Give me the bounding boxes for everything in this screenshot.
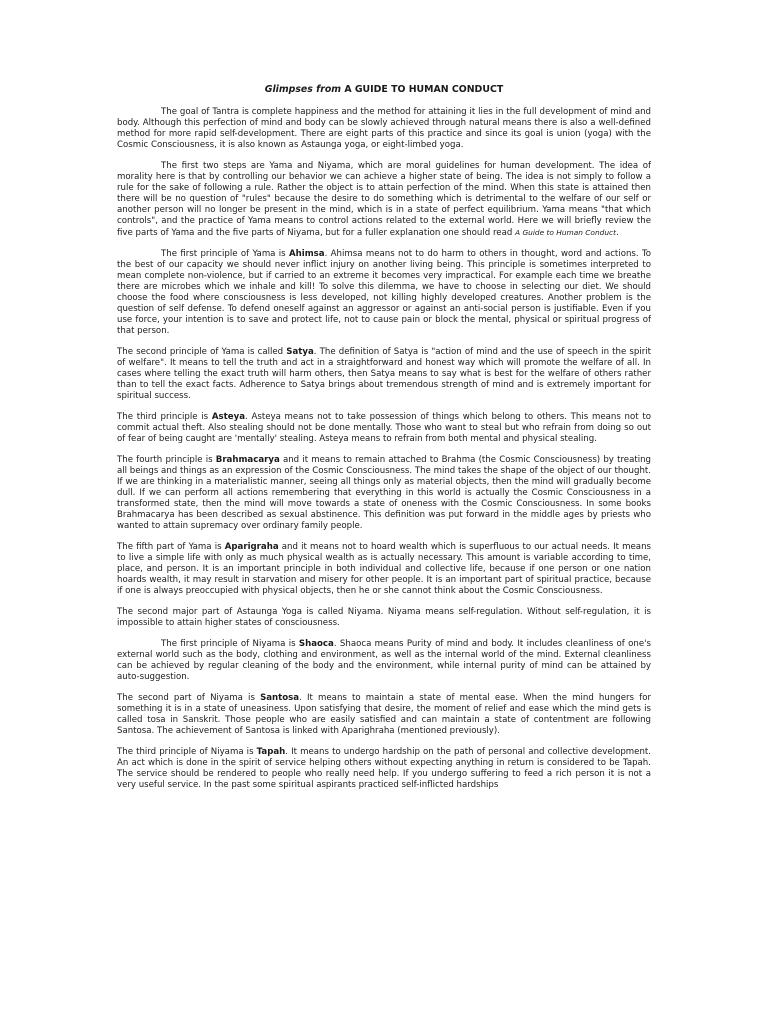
paragraph-text: The fourth principle is <box>117 455 216 465</box>
keyword-tapah: Tapah <box>256 747 286 757</box>
keyword-brahmacarya: Brahmacarya <box>215 455 280 465</box>
paragraph-text: and it means not to hoard wealth which is superfluous to our actual needs. It means to live a simple life with only as much physical wealth as is actually necessary. This amount is variable according to time, place, and person. It is an important principle in both individual and collective life, because if one person or one nation hoards wealth, it may result in starvation and misery for other people. It is an important part of spiritual practice, because if one is always preoccupied with physical objects, then he or she cannot think about the Cosmic Consciousness. <box>117 542 652 596</box>
paragraph-tapah <box>117 747 651 791</box>
document-title <box>117 84 651 95</box>
paragraph-text: The fifth part of Yama is <box>117 542 225 552</box>
paragraph-text: The second principle of Yama is called <box>117 347 287 357</box>
paragraph-text: The second part of Niyama is <box>117 693 261 703</box>
paragraph-text: The first two steps are Yama and Niyama, which are moral guidelines for human development. The idea of morality here is that by controlling our behavior we can achieve a higher state of being. The idea is not simply to follow a rule for the sake of following a rule. Rather the object is to attain perfection of the mind. When this state is attained then there will be no question of "rules" because the desire to do something which is detrimental to the welfare of our self or another person will no longer be present in the mind, which is in a state of perfect equilibrium. Yama means "that which controls", and the practice of Yama means to control actions related to the external world. Here we will briefly review the five parts of Yama and the five parts of Niyama, but for a fuller explanation one should read <box>117 161 651 238</box>
keyword-ahimsa: Ahimsa <box>289 249 325 259</box>
document-body <box>117 84 651 801</box>
paragraph-text: The first principle of Yama is <box>161 249 289 259</box>
paragraph-text: . Shaoca means Purity of mind and body. It includes cleanliness of one's external world such as the body, clothing and environment, as well as the internal world of the mind. External cleanliness can be achieved by regular cleaning of the body and the environment, while internal purity of mind can be attained by auto-suggestion. <box>117 639 651 682</box>
paragraph-text: . Asteya means not to take possession of things which belong to others. This means not to commit actual theft. Also stealing should not be done mentally. Those who want to steal but who refrain from doing so out of fear of being caught are 'mentally' stealing. Asteya means to refrain from both mental and physical stealing. <box>117 412 651 444</box>
paragraph-text: . It means to undergo hardship on the path of personal and collective development. An act which is done in the spirit of service helping others without expecting anything in return is considered to be Tapah. The service should be rendered to people who really need help. If you undergo suffering to feed a rich person it is not a very useful service. In the past some spiritual aspirants practiced self-inflicted hardships <box>117 747 651 790</box>
title-italic-part: Glimpses from <box>264 84 342 95</box>
paragraph-text: The third principle is <box>117 412 212 422</box>
paragraph-text: The second major part of Astaunga Yoga is called Niyama. Niyama means self-regulation. Without self-regulation, it is impossible to attain higher states of consciousness. <box>117 607 651 628</box>
keyword-shaoca: Shaoca <box>298 639 334 649</box>
paragraph-niyama-intro <box>117 607 651 629</box>
paragraph-tantra-goal <box>117 107 651 151</box>
paragraph-asteya <box>117 412 651 445</box>
keyword-santosa: Santosa <box>260 693 300 703</box>
keyword-satya: Satya <box>286 347 314 357</box>
paragraph-shaoca <box>117 639 651 683</box>
paragraph-text: . <box>615 228 619 238</box>
keyword-aparigraha: Aparigraha <box>224 542 279 552</box>
paragraph-text: . Ahimsa means not to do harm to others in thought, word and actions. To the best of our capacity we should never inflict injury on another living being. This principle is sometimes interpreted to mean complete non-violence, but if carried to an extreme it becomes very impractical. For example each time we breathe there are microbes which we inhale and kill! To solve this dilemma, we have to choose in selecting our diet. We should choose the food where consciousness is less developed, not killing highly developed creatures. Another problem is the question of self defense. To defend oneself against an aggressor or against an anti-social person is justifiable. Even if you use force, your intention is to save and protect life, not to cause pain or block the mental, physical or spiritual progress of that person. <box>117 249 651 336</box>
paragraph-aparigraha <box>117 542 651 597</box>
paragraph-satya <box>117 347 651 402</box>
title-main-part: A GUIDE TO HUMAN CONDUCT <box>344 84 504 95</box>
paragraph-ahimsa <box>117 249 651 337</box>
paragraph-santosa <box>117 693 651 737</box>
keyword-asteya: Asteya <box>211 412 245 422</box>
paragraph-text: . The definition of Satya is "action of mind and the use of speech in the spirit of welfare". It means to tell the truth and act in a straightforward and honest way which will promote the welfare of all. In cases where telling the exact truth will harm others, then Satya means to say what is best for the welfare of others rather than to tell the exact facts. Adherence to Satya brings about tremendous strength of mind and is extremely important for spiritual success. <box>117 347 651 401</box>
paragraph-text: The goal of Tantra is complete happiness and the method for attaining it lies in the full development of mind and body. Although this perfection of mind and body can be slowly achieved through natural means there is also a well-defined method for more rapid self-development. There are eight parts of this practice and since its goal is union (yoga) with the Cosmic Consciousness, it is also known as Astaunga yoga, or eight-limbed yoga. <box>117 107 651 150</box>
paragraph-text: . It means to maintain a state of mental ease. When the mind hungers for something it is in a state of uneasiness. Upon satisfying that desire, the moment of relief and ease which the mind gets is called tosa in Sanskrit. Those people who are easily satisfied and can maintain a state of contentment are following Santosa. The achievement of Santosa is linked with Aparighraha (mentioned previously). <box>117 693 651 736</box>
paragraph-text: The first principle of Niyama is <box>161 639 299 649</box>
paragraph-text: and it means to remain attached to Brahma (the Cosmic Consciousness) by treating all beings and things as an expression of the Cosmic Consciousness. The mind takes the shape of the object of our thought. If we are thinking in a materialistic manner, seeing all things only as material objects, then the mind will gradually become dull. If we can perform all actions remembering that everything in this world is actually the Cosmic Consciousness in a transformed state, then the mind will move towards a state of oneness with the Cosmic Consciousness. In some books Brahmacarya has been described as sexual abstinence. This definition was put forward in the middle ages by priests who wanted to attain supremacy over ordinary family people. <box>117 455 651 531</box>
book-reference: A Guide to Human Conduct <box>515 228 616 237</box>
paragraph-text: The third principle of Niyama is <box>117 747 257 757</box>
paragraph-brahmacarya <box>117 455 651 532</box>
paragraph-yama-niyama-intro <box>117 161 651 239</box>
